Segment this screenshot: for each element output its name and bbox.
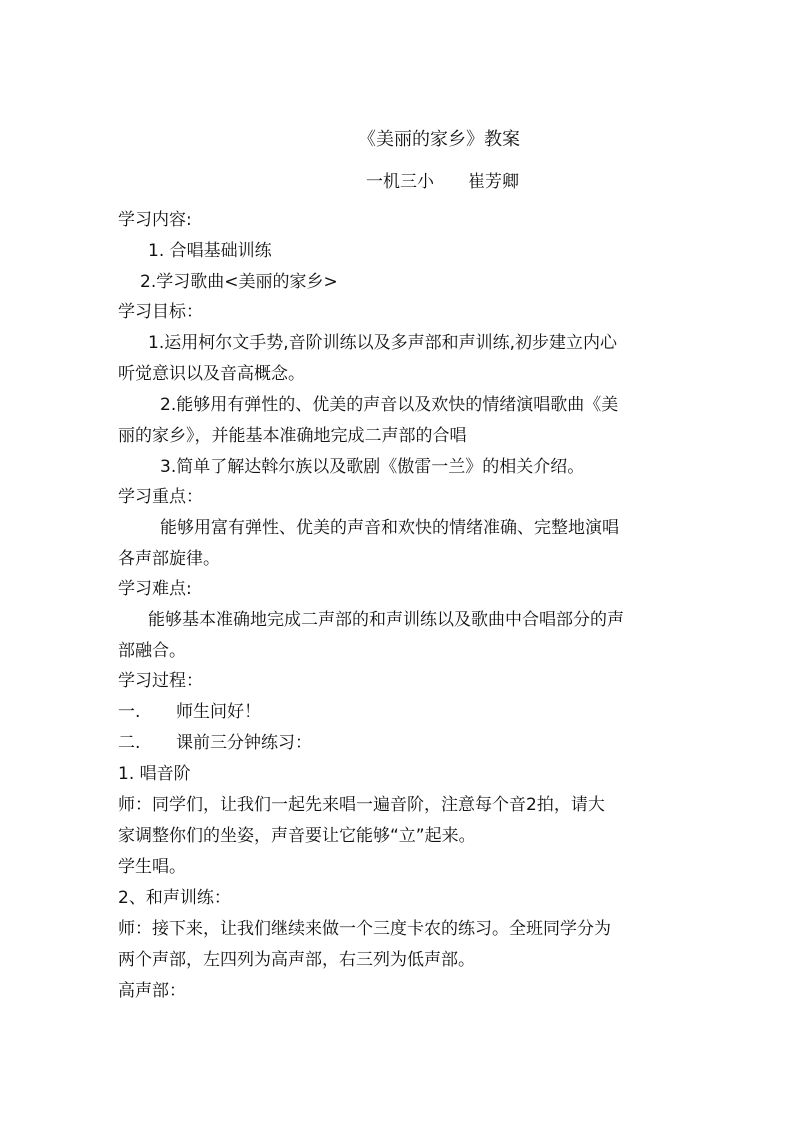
goal-2-line-1: 2.能够用有弹性的、优美的声音以及欢快的情绪演唱歌曲《美: [160, 395, 619, 415]
difficulties-heading: 学习难点:: [118, 579, 192, 599]
step-1-number: 一.: [118, 702, 141, 722]
goal-1-line-1: 1.运用柯尔文手势,音阶训练以及多声部和声训练,初步建立内心: [148, 333, 618, 353]
step-2-text: 课前三分钟练习：: [176, 733, 312, 753]
goal-3: 3.简单了解达斡尔族以及歌剧《傲雷一兰》的相关介绍。: [160, 457, 585, 477]
teacher-1-line-1: 师：同学们，让我们一起先来唱一遍音阶，注意每个音2拍，请大: [118, 795, 605, 815]
keypoints-line-2: 各声部旋律。: [118, 549, 220, 569]
teacher-1-line-2: 家调整你们的坐姿，声音要让它能够“立”起来。: [118, 826, 476, 846]
keypoints-heading: 学习重点：: [118, 487, 203, 507]
teacher-2-line-2: 两个声部，左四列为高声部，右三列为低声部。: [118, 950, 475, 970]
sub-step-2: 2、和声训练：: [118, 888, 231, 908]
difficulties-line-2: 部融合。: [118, 641, 186, 661]
difficulties-line-1: 能够基本准确地完成二声部的和声训练以及歌曲中合唱部分的声: [148, 610, 624, 630]
content-heading: 学习内容:: [118, 210, 192, 230]
process-heading: 学习过程：: [118, 671, 203, 691]
sub-step-1: 1. 唱音阶: [118, 764, 191, 784]
document-title: 《美丽的家乡》教案: [358, 129, 520, 150]
author-line: 一机三小 崔芳卿: [366, 172, 519, 192]
step-2-number: 二.: [118, 733, 141, 753]
goal-1-line-2: 听觉意识以及音高概念。: [118, 364, 305, 384]
teacher-2-line-1: 师：接下来，让我们继续来做一个三度卡农的练习。全班同学分为: [118, 919, 611, 939]
keypoints-line-1: 能够用富有弹性、优美的声音和欢快的情绪准确、完整地演唱: [160, 518, 619, 538]
content-item-2: 2.学习歌曲<美丽的家乡>: [140, 272, 338, 292]
goal-2-line-2: 丽的家乡》，并能基本准确地完成二声部的合唱: [118, 426, 467, 446]
content-item-1: 1. 合唱基础训练: [148, 241, 272, 261]
student-1: 学生唱。: [118, 857, 186, 877]
high-part-label: 高声部：: [118, 981, 186, 1001]
goals-heading: 学习目标：: [118, 302, 203, 322]
step-1-text: 师生问好！: [176, 702, 261, 722]
